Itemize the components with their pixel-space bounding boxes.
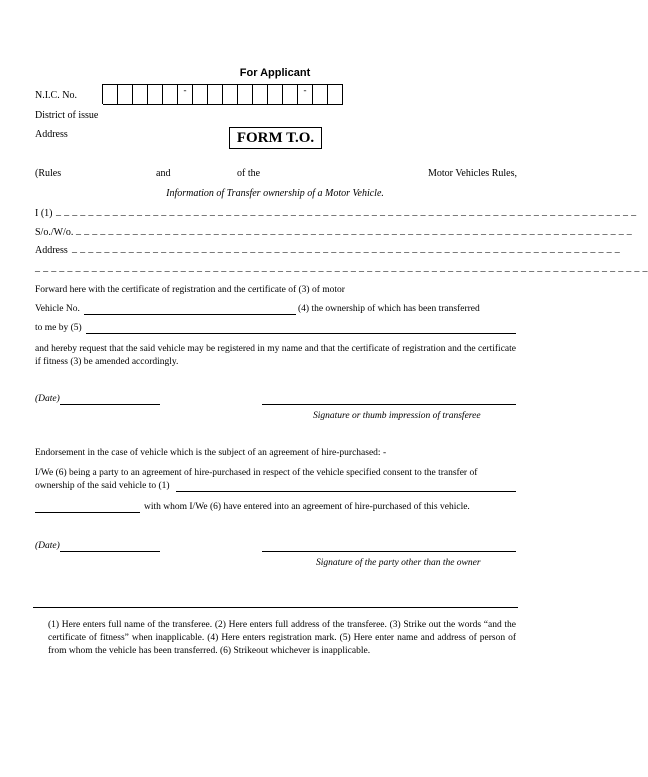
address-field-label: Address xyxy=(35,245,68,256)
nic-digit-box[interactable] xyxy=(313,84,328,105)
address-top-label: Address xyxy=(35,129,68,140)
date-field-2[interactable] xyxy=(60,551,160,552)
form-subtitle: Information of Transfer ownership of a Motor Vehicle. xyxy=(166,188,384,199)
forward-text: Forward here with the certificate of registration and the certificate of (3) of motor xyxy=(35,285,345,295)
transferee-consent-field[interactable] xyxy=(176,491,516,492)
relation-field-label: S/o./W/o. xyxy=(35,227,74,238)
relation-field[interactable]: _ _ _ _ _ _ _ _ _ _ _ _ _ _ _ _ _ _ _ _ _ _ _ _ _ _ _ _ _ _ _ _ _ _ _ _ _ _ _ _ _ _ _ _ _ _ _ _ _ _ _ _ _ _ _ _ _ _ _ _ _ _ _ _ _ _ _ _ _ xyxy=(76,225,633,236)
date-label-2: (Date) xyxy=(35,541,60,551)
rules-act-text: Motor Vehicles Rules, xyxy=(428,168,517,179)
nic-digit-box[interactable] xyxy=(268,84,283,105)
nic-digit-box[interactable] xyxy=(283,84,298,105)
rules-and-text: and xyxy=(156,168,171,179)
date-field-1[interactable] xyxy=(60,404,160,405)
transferor-field[interactable] xyxy=(86,333,516,334)
endorsement-line-1: I/We (6) being a party to an agreement of hire-purchased in respect of the vehicle specified consent to the transfer of xyxy=(35,468,478,478)
form-title: FORM T.O. xyxy=(229,127,322,149)
nic-digit-box[interactable] xyxy=(148,84,163,105)
nic-label: N.I.C. No. xyxy=(35,90,77,101)
footnotes: (1) Here enters full name of the transferee. (2) Here enters full address of the transferee. (3) Strike out the words “and the certificate of fitness” when inapplicable. (4) Here enters registration mark. (5) Here enter name and address of person of from whom the vehicle has been transferred. (6) Strikeout whichever is inapplicable. xyxy=(48,620,516,656)
nic-input-boxes[interactable] xyxy=(102,84,343,104)
to-me-by-label: to me by (5) xyxy=(35,323,82,333)
nic-digit-box[interactable] xyxy=(103,84,118,105)
request-paragraph: and hereby request that the said vehicle may be registered in my name and that the certificate of registration and the certificate if fitness (3) be amended accordingly. xyxy=(35,344,516,367)
nic-digit-box[interactable] xyxy=(223,84,238,105)
page-heading: For Applicant xyxy=(239,67,311,79)
nic-digit-box[interactable]: - xyxy=(298,84,313,105)
address-field[interactable]: _ _ _ _ _ _ _ _ _ _ _ _ _ _ _ _ _ _ _ _ _ _ _ _ _ _ _ _ _ _ _ _ _ _ _ _ _ _ _ _ _ _ _ _ _ _ _ _ _ _ _ _ _ _ _ _ _ _ _ _ _ _ _ _ _ _ _ _ xyxy=(72,243,620,254)
endorsement-heading: Endorsement in the case of vehicle which is the subject of an agreement of hire-purchased: - xyxy=(35,448,387,458)
nic-digit-box[interactable] xyxy=(208,84,223,105)
vehicle-no-suffix: (4) the ownership of which has been transferred xyxy=(298,304,480,314)
endorsement-line-2: ownership of the said vehicle to (1) xyxy=(35,481,170,491)
nic-digit-box[interactable] xyxy=(253,84,268,105)
nic-digit-box[interactable] xyxy=(193,84,208,105)
signature-caption-1: Signature or thumb impression of transferee xyxy=(313,411,481,421)
address-field-line2[interactable]: _ _ _ _ _ _ _ _ _ _ _ _ _ _ _ _ _ _ _ _ _ _ _ _ _ _ _ _ _ _ _ _ _ _ _ _ _ _ _ _ _ _ _ _ _ _ _ _ _ _ _ _ _ _ _ _ _ _ _ _ _ _ _ _ _ _ _ _ _ _ _ _ _ _ _ _ xyxy=(35,262,648,273)
hirer-name-field[interactable] xyxy=(35,512,140,513)
nic-digit-box[interactable] xyxy=(118,84,133,105)
name-field[interactable]: _ _ _ _ _ _ _ _ _ _ _ _ _ _ _ _ _ _ _ _ _ _ _ _ _ _ _ _ _ _ _ _ _ _ _ _ _ _ _ _ _ _ _ _ _ _ _ _ _ _ _ _ _ _ _ _ _ _ _ _ _ _ _ _ _ _ _ _ _ _ _ _ xyxy=(56,206,637,217)
signature-field-2[interactable] xyxy=(262,551,516,552)
signature-field-1[interactable] xyxy=(262,404,516,405)
nic-digit-box[interactable] xyxy=(133,84,148,105)
nic-digit-box[interactable] xyxy=(238,84,253,105)
nic-digit-box[interactable] xyxy=(163,84,178,105)
nic-digit-box[interactable] xyxy=(328,84,343,105)
endorsement-line-3: with whom I/We (6) have entered into an agreement of hire-purchased of this vehicle. xyxy=(144,502,470,512)
rules-text: (Rules xyxy=(35,168,62,179)
nic-digit-box[interactable]: - xyxy=(178,84,193,105)
vehicle-no-field[interactable] xyxy=(84,314,296,315)
vehicle-no-label: Vehicle No. xyxy=(35,304,80,314)
signature-caption-2: Signature of the party other than the owner xyxy=(316,558,481,568)
name-field-label: I (1) xyxy=(35,208,53,219)
footnote-divider xyxy=(33,607,518,608)
date-label-1: (Date) xyxy=(35,394,60,404)
district-label: District of issue xyxy=(35,110,99,121)
rules-of-the-text: of the xyxy=(237,168,261,179)
